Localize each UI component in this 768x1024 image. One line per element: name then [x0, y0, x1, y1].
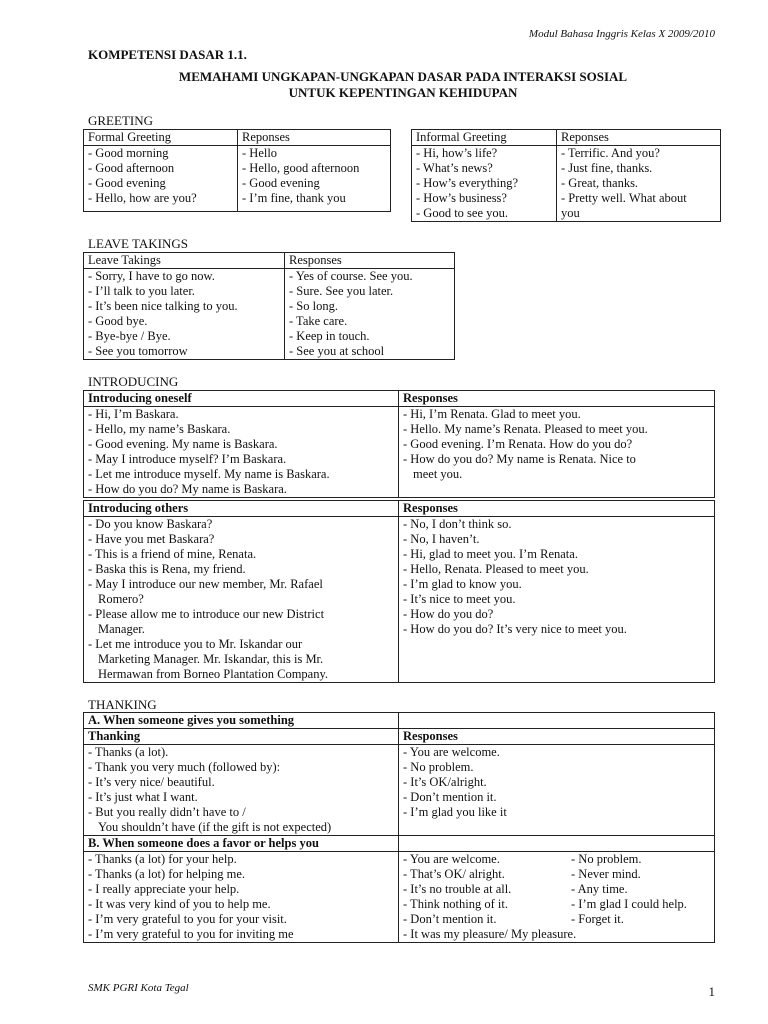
- list-item: - How do you do? My name is Renata. Nice to: [403, 452, 636, 466]
- list-item: - No, I don’t think so.: [403, 517, 512, 531]
- greeting-heading: GREETING: [88, 113, 153, 128]
- formal-greeting-list: [84, 146, 238, 212]
- list-item: - It’s very nice/ beautiful.: [88, 775, 215, 789]
- list-item: - Just fine, thanks.: [561, 161, 653, 175]
- thanking-table: [83, 712, 715, 943]
- list-item: - Good evening: [88, 176, 166, 190]
- list-item: - Good evening: [242, 176, 320, 190]
- thanking-a-responses-list: [399, 745, 715, 836]
- introducing-others-header: Introducing others: [84, 501, 399, 517]
- list-item: - Do you know Baskara?: [88, 517, 213, 531]
- thanking-a-blank: [399, 713, 715, 729]
- formal-greeting-header: Formal Greeting: [84, 130, 238, 146]
- thanking-a-responses-header: Responses: [399, 729, 715, 745]
- competency-label: KOMPETENSI DASAR 1.1.: [88, 47, 247, 62]
- leave-takings-header: Leave Takings: [84, 253, 285, 269]
- thanking-b-responses-col-a: [403, 852, 571, 927]
- list-item: - Hi, how’s life?: [416, 146, 498, 160]
- introducing-oneself-table: [83, 390, 715, 498]
- thanking-a-header: Thanking: [84, 729, 399, 745]
- thanking-b-title: B. When someone does a favor or helps you: [84, 836, 399, 852]
- list-item: - Good afternoon: [88, 161, 175, 175]
- thanking-a-list: [84, 745, 399, 836]
- footer-school: SMK PGRI Kota Tegal: [88, 982, 189, 994]
- list-item: - Thanks (a lot) for helping me.: [88, 867, 246, 881]
- list-item: - Good morning: [88, 146, 169, 160]
- introducing-others-table: [83, 500, 715, 683]
- list-item: - See you tomorrow: [88, 344, 188, 358]
- page-number: 1: [708, 984, 715, 999]
- list-item: - But you really didn’t have to /: [88, 805, 246, 819]
- list-item: - Hello, my name’s Baskara.: [88, 422, 231, 436]
- list-item: - No problem.: [403, 760, 474, 774]
- list-item: - You are welcome.: [403, 852, 500, 866]
- formal-responses-header: Reponses: [238, 130, 391, 146]
- list-item: - I’m glad you like it: [403, 805, 507, 819]
- informal-greeting-list: [412, 146, 557, 222]
- list-item: - Pretty well. What about: [561, 191, 687, 205]
- list-item: - Hello. My name’s Renata. Pleased to meet you.: [403, 422, 648, 436]
- list-item: - Great, thanks.: [561, 176, 639, 190]
- thanking-heading: THANKING: [88, 697, 157, 712]
- list-item: - I’m very grateful to you for inviting me: [88, 927, 294, 941]
- introducing-oneself-list: [84, 407, 399, 498]
- list-item: - Don’t mention it.: [403, 912, 497, 926]
- list-item: - It’s been nice talking to you.: [88, 299, 238, 313]
- list-item: - How’s business?: [416, 191, 507, 205]
- list-item: - Good to see you.: [416, 206, 508, 220]
- list-item: - Sorry, I have to go now.: [88, 269, 215, 283]
- leave-responses-list: [285, 269, 455, 360]
- list-item: - I’m glad to know you.: [403, 577, 522, 591]
- list-item: - Hello, Renata. Pleased to meet you.: [403, 562, 589, 576]
- list-item: - You are welcome.: [403, 745, 500, 759]
- list-item: - I really appreciate your help.: [88, 882, 240, 896]
- list-item: - Good bye.: [88, 314, 148, 328]
- list-item: - Thanks (a lot).: [88, 745, 169, 759]
- list-item: - Forget it.: [571, 912, 624, 926]
- list-item: - Thank you very much (followed by):: [88, 760, 281, 774]
- list-item: - I’m glad I could help.: [571, 897, 687, 911]
- list-item: - This is a friend of mine, Renata.: [88, 547, 257, 561]
- list-item: - That’s OK/ alright.: [403, 867, 505, 881]
- thanking-a-title: A. When someone gives you something: [84, 713, 399, 729]
- list-item: - So long.: [289, 299, 338, 313]
- list-item: - What’s news?: [416, 161, 493, 175]
- list-item: - It was my pleasure/ My pleasure.: [403, 927, 577, 941]
- introducing-others-responses-list: [399, 517, 715, 683]
- list-item: Romero?: [98, 592, 144, 606]
- list-item: - Never mind.: [571, 867, 641, 881]
- list-item: - Yes of course. See you.: [289, 269, 413, 283]
- list-item: - Let me introduce you to Mr. Iskandar our: [88, 637, 303, 651]
- leave-responses-header: Responses: [285, 253, 455, 269]
- introducing-heading: INTRODUCING: [88, 374, 179, 389]
- list-item: - Hi, I’m Baskara.: [88, 407, 179, 421]
- list-item: - Any time.: [571, 882, 628, 896]
- list-item: - I’ll talk to you later.: [88, 284, 195, 298]
- list-item: - Hi, I’m Renata. Glad to meet you.: [403, 407, 581, 421]
- list-item: - No problem.: [571, 852, 642, 866]
- list-item: - I’m very grateful to you for your visit.: [88, 912, 287, 926]
- list-item: - It’s OK/alright.: [403, 775, 487, 789]
- list-item: - Hello, good afternoon: [242, 161, 360, 175]
- introducing-oneself-responses-list: [399, 407, 715, 498]
- leave-takings-table: [83, 252, 455, 360]
- list-item: - Have you met Baskara?: [88, 532, 215, 546]
- introducing-others-list: [84, 517, 399, 683]
- thanking-b-responses-columns: [403, 852, 710, 927]
- list-item: - Terrific. And you?: [561, 146, 660, 160]
- page-title: [88, 69, 718, 101]
- title-line-2: UNTUK KEPENTINGAN KEHIDUPAN: [288, 85, 518, 100]
- list-item: - Hello: [242, 146, 278, 160]
- list-item: you: [561, 206, 580, 220]
- list-item: - Good evening. I’m Renata. How do you do?: [403, 437, 633, 451]
- list-item: - Hi, glad to meet you. I’m Renata.: [403, 547, 578, 561]
- list-item: - It’s no trouble at all.: [403, 882, 512, 896]
- list-item: - Hello, how are you?: [88, 191, 197, 205]
- formal-greeting-table: [83, 129, 391, 212]
- list-item: - Keep in touch.: [289, 329, 370, 343]
- list-item: meet you.: [413, 467, 463, 481]
- list-item: - How do you do?: [403, 607, 494, 621]
- list-item: - How’s everything?: [416, 176, 519, 190]
- informal-response-list: [557, 146, 721, 222]
- list-item: - Sure. See you later.: [289, 284, 394, 298]
- title-line-1: MEMAHAMI UNGKAPAN-UNGKAPAN DASAR PADA INTERAKSI SOSIAL: [178, 69, 628, 84]
- informal-greeting-header: Informal Greeting: [412, 130, 557, 146]
- leave-takings-list: [84, 269, 285, 360]
- thanking-b-responses-list: [399, 852, 715, 943]
- list-item: - Good evening. My name is Baskara.: [88, 437, 278, 451]
- list-item: - Thanks (a lot) for your help.: [88, 852, 237, 866]
- list-item: - See you at school: [289, 344, 385, 358]
- informal-responses-header: Reponses: [557, 130, 721, 146]
- list-item: - It’s nice to meet you.: [403, 592, 516, 606]
- list-item: - Don’t mention it.: [403, 790, 497, 804]
- list-item: - No, I haven’t.: [403, 532, 480, 546]
- list-item: - Please allow me to introduce our new District: [88, 607, 325, 621]
- list-item: - It was very kind of you to help me.: [88, 897, 271, 911]
- list-item: You shouldn’t have (if the gift is not expected): [98, 820, 332, 834]
- list-item: - It’s just what I want.: [88, 790, 198, 804]
- list-item: - How do you do? My name is Baskara.: [88, 482, 287, 496]
- list-item: - May I introduce our new member, Mr. Rafael: [88, 577, 323, 591]
- list-item: - I’m fine, thank you: [242, 191, 346, 205]
- list-item: - How do you do? It’s very nice to meet you.: [403, 622, 627, 636]
- list-item: - Think nothing of it.: [403, 897, 508, 911]
- list-item: - Bye-bye / Bye.: [88, 329, 171, 343]
- leave-takings-heading: LEAVE TAKINGS: [88, 236, 188, 251]
- introducing-others-responses-header: Responses: [399, 501, 715, 517]
- thanking-b-blank: [399, 836, 715, 852]
- list-item: - Let me introduce myself. My name is Baskara.: [88, 467, 330, 481]
- list-item: - Take care.: [289, 314, 348, 328]
- informal-greeting-table: [411, 129, 721, 222]
- list-item: - May I introduce myself? I’m Baskara.: [88, 452, 287, 466]
- list-item: Manager.: [98, 622, 145, 636]
- list-item: - Baska this is Rena, my friend.: [88, 562, 246, 576]
- formal-response-list: [238, 146, 391, 212]
- introducing-oneself-responses-header: Responses: [399, 391, 715, 407]
- thanking-b-responses-col-b: [571, 852, 687, 927]
- list-item: Hermawan from Borneo Plantation Company.: [98, 667, 329, 681]
- list-item: Marketing Manager. Mr. Iskandar, this is Mr.: [98, 652, 324, 666]
- introducing-oneself-header: Introducing oneself: [84, 391, 399, 407]
- thanking-b-list: [84, 852, 399, 943]
- module-header: Modul Bahasa Inggris Kelas X 2009/2010: [528, 28, 715, 40]
